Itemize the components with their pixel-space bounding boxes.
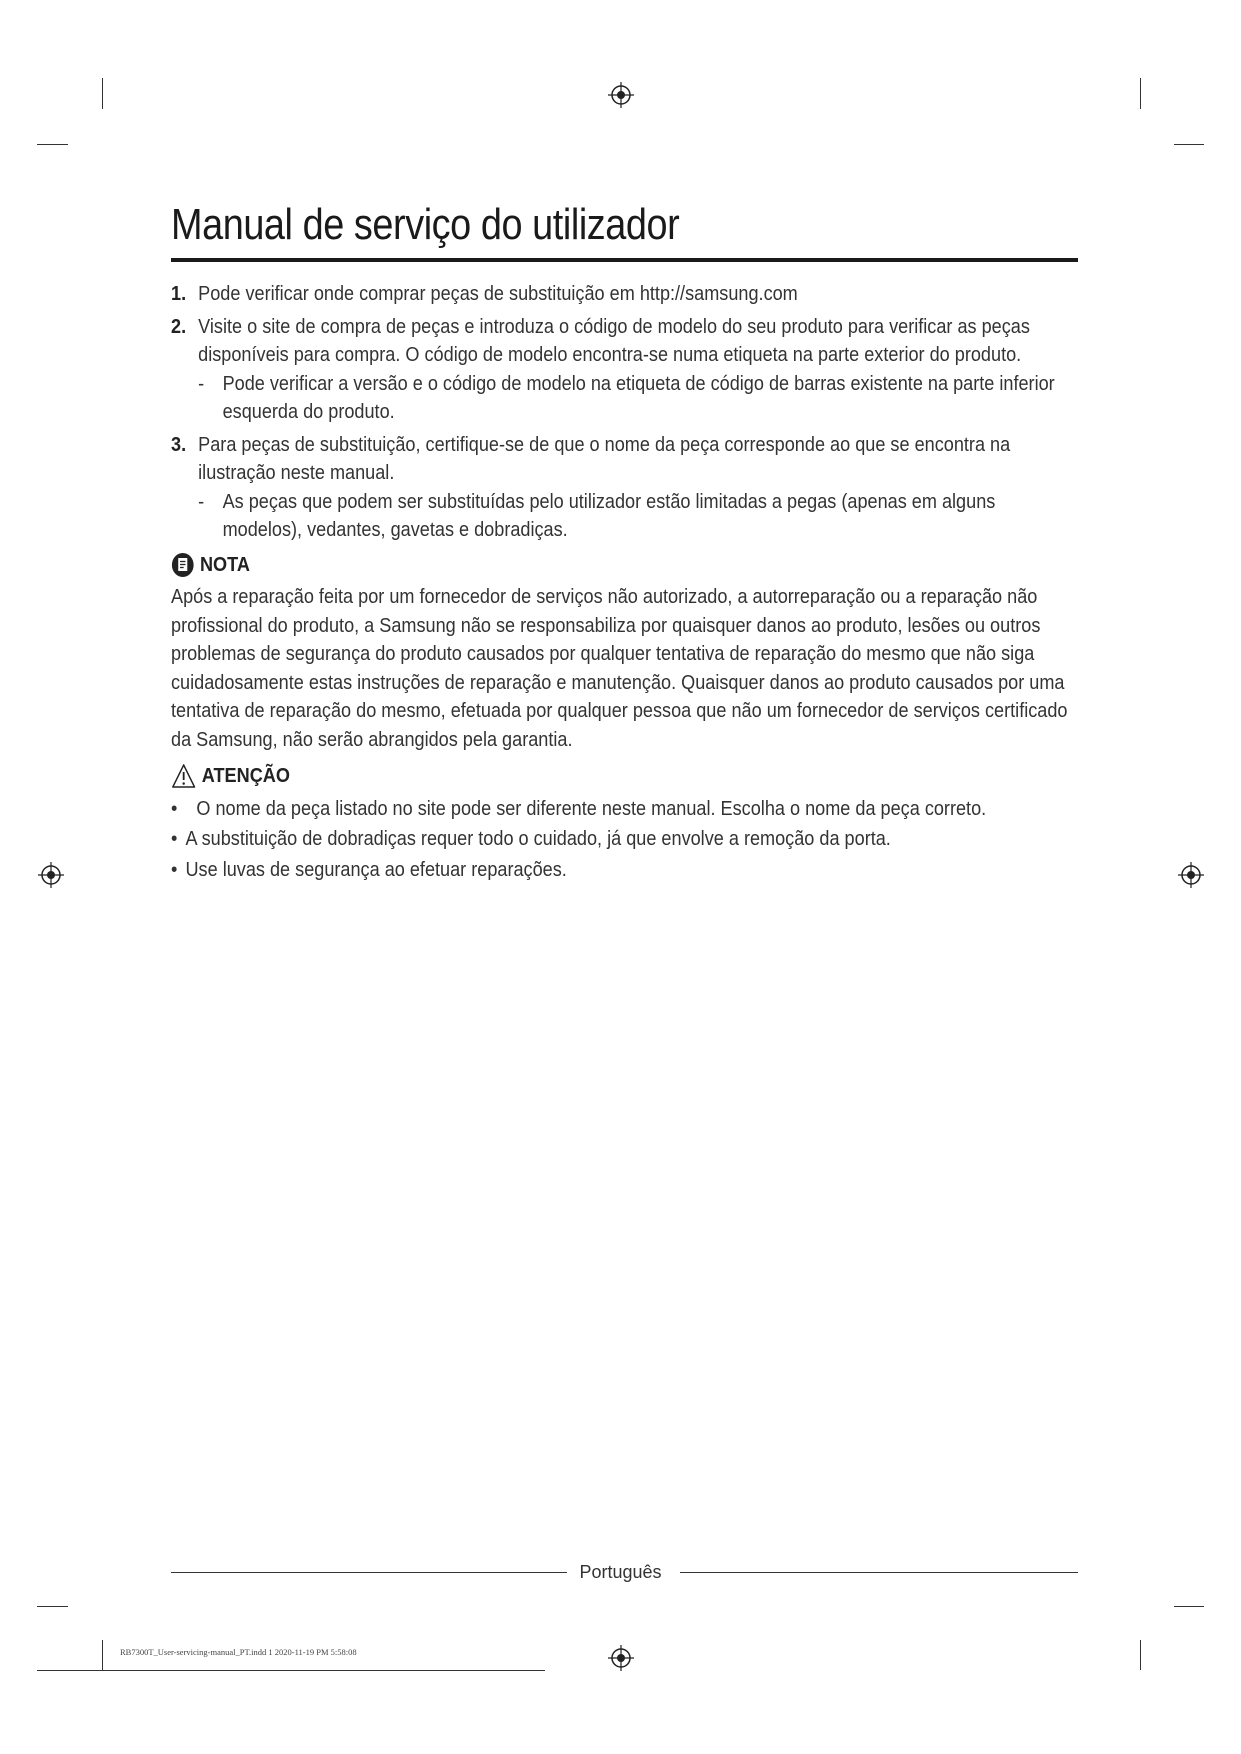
- caution-bullet: [171, 825, 1076, 854]
- list-item-2: [171, 313, 1076, 370]
- bullet-mark: •: [171, 828, 178, 850]
- footer-rule-right: [680, 1572, 1078, 1573]
- slug-rule: [37, 1670, 545, 1671]
- sub-dash: -: [198, 372, 205, 395]
- crop-mark-top-left: [102, 78, 103, 109]
- crop-mark-bottom-left-h: [37, 1606, 68, 1607]
- sub-item-text: Pode verificar a versão e o código de modelo na etiqueta de código de barras existente na parte inferior esquerda do produto.: [222, 372, 1055, 423]
- caution-label: ATENÇÃO: [201, 765, 290, 787]
- registration-mark-icon: [1178, 862, 1204, 888]
- bullet-text: O nome da peça listado no site pode ser diferente neste manual. Escolha o nome da peça correto.: [196, 797, 987, 820]
- caution-bullet: [171, 795, 1076, 824]
- sub-item-text: As peças que podem ser substituídas pelo utilizador estão limitadas a pegas (apenas em alguns modelos), vedantes, gavetas e dobradiças.: [222, 490, 996, 541]
- note-label: NOTA: [199, 553, 250, 576]
- caution-bullet: [171, 856, 1076, 885]
- registration-mark-icon: [608, 82, 634, 108]
- registration-mark-icon: [608, 1645, 634, 1671]
- page-title: Manual de serviço do utilizador: [171, 200, 680, 249]
- title-rule: [171, 258, 1078, 262]
- list-item-1: [171, 280, 1076, 309]
- crop-mark-bottom-right-h: [1174, 1606, 1204, 1607]
- list-number: 2.: [171, 315, 187, 338]
- crop-mark-top-left-h: [37, 144, 68, 145]
- bullet-text: A substituição de dobradiças requer todo o cuidado, já que envolve a remoção da porta.: [185, 828, 891, 850]
- note-text: Após a reparação feita por um fornecedor de serviços não autorizado, a autorreparação ou a reparação não profissional do produto, a Samsung não se responsabiliza por quaisquer danos ao produto, lesões ou outros problemas de segurança do produto causados por qualquer tentativa de reparação do mesmo que não siga cuidadosamente estas instruções de reparação e manutenção. Quaisquer danos ao produto causados por uma tentativa de reparação do mesmo, efetuada por qualquer pessoa que não um fornecedor de serviços certificado da Samsung, não serão abrangidos pela garantia.: [171, 586, 1068, 751]
- bullet-mark: •: [171, 797, 178, 820]
- caution-heading: [171, 762, 1076, 791]
- crop-mark-bottom-right: [1140, 1640, 1141, 1670]
- warning-triangle-icon: [171, 763, 196, 789]
- list-item-3: [171, 431, 1076, 488]
- note-document-icon: [171, 552, 195, 578]
- crop-mark-top-right-h: [1174, 144, 1204, 145]
- list-item-text: Para peças de substituição, certifique-se de que o nome da peça corresponde ao que se encontra na ilustração neste manual.: [198, 433, 1011, 484]
- registration-mark-icon: [38, 862, 64, 888]
- print-slug: RB7300T_User-servicing-manual_PT.indd 1 2020-11-19 PM 5:58:08: [120, 1647, 357, 1657]
- list-number: 1.: [171, 283, 187, 305]
- crop-mark-top-right: [1140, 78, 1141, 109]
- list-number: 3.: [171, 433, 187, 456]
- list-item-text: Visite o site de compra de peças e introduza o código de modelo do seu produto para verificar as peças disponíveis para compra. O código de modelo encontra-se numa etiqueta na parte exterior do produto.: [198, 315, 1030, 366]
- sub-item: [171, 370, 1076, 427]
- list-item-text: Pode verificar onde comprar peças de substituição em http://samsung.com: [198, 283, 798, 305]
- footer-language: Português: [579, 1562, 662, 1582]
- sub-item: [171, 488, 1076, 545]
- bullet-text: Use luvas de segurança ao efetuar reparações.: [185, 858, 567, 881]
- main-content: [171, 280, 1076, 886]
- sub-dash: -: [198, 490, 205, 513]
- bullet-mark: •: [171, 858, 178, 881]
- crop-mark-bottom-left: [102, 1640, 103, 1670]
- note-heading: [171, 551, 1076, 580]
